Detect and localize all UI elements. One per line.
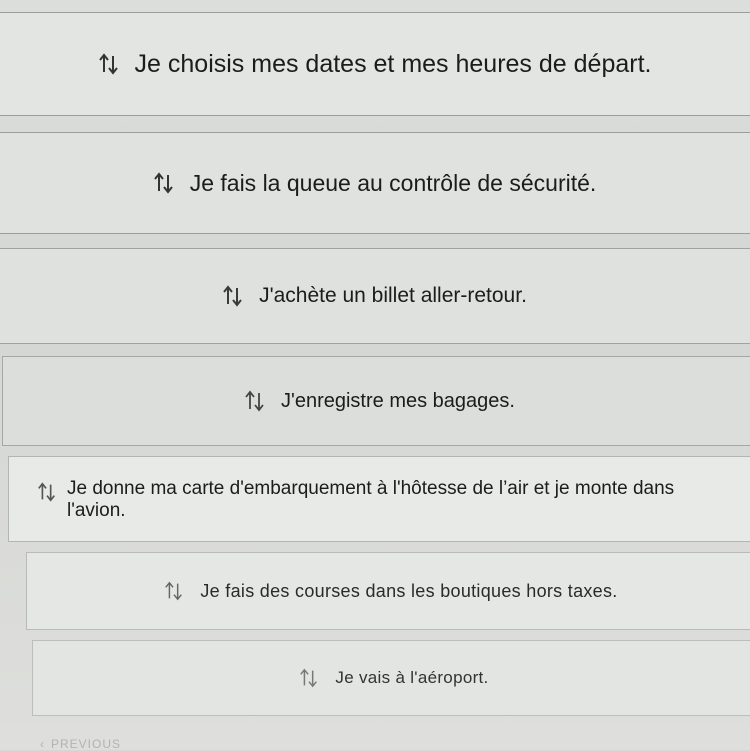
- sortable-item[interactable]: [32, 640, 750, 716]
- reorder-arrows-icon[interactable]: [221, 283, 245, 309]
- reorder-arrows-icon[interactable]: [162, 578, 186, 604]
- previous-label: PREVIOUS: [51, 737, 122, 751]
- sortable-item-label: J'achète un billet aller-retour.: [259, 284, 527, 307]
- sortable-item[interactable]: [26, 552, 750, 630]
- sortable-item-label: Je vais à l'aéroport.: [335, 668, 489, 687]
- sortable-item[interactable]: [0, 248, 750, 344]
- reorder-arrows-icon[interactable]: [152, 170, 176, 196]
- reorder-arrows-icon[interactable]: [243, 388, 267, 414]
- sortable-item-label: Je fais des courses dans les boutiques hors taxes.: [200, 580, 618, 601]
- sortable-item[interactable]: [0, 132, 750, 234]
- sortable-item[interactable]: [0, 12, 750, 116]
- previous-button[interactable]: [40, 737, 121, 751]
- sortable-item-label: Je fais la queue au contrôle de sécurité.: [189, 169, 597, 196]
- reorder-arrows-icon[interactable]: [35, 479, 59, 505]
- sortable-item[interactable]: [2, 356, 750, 446]
- sortable-item-label: Je choisis mes dates et mes heures de départ.: [134, 49, 652, 78]
- sortable-item-label: J'enregistre mes bagages.: [281, 389, 515, 412]
- chevron-left-icon: ‹: [40, 737, 45, 751]
- reorder-arrows-icon[interactable]: [97, 51, 121, 77]
- sortable-item-label: Je donne ma carte d'embarquement à l'hôtesse de l’air et je monte dans l'avion.: [67, 478, 675, 521]
- reorder-arrows-icon[interactable]: [297, 665, 321, 691]
- sortable-item[interactable]: [8, 456, 750, 542]
